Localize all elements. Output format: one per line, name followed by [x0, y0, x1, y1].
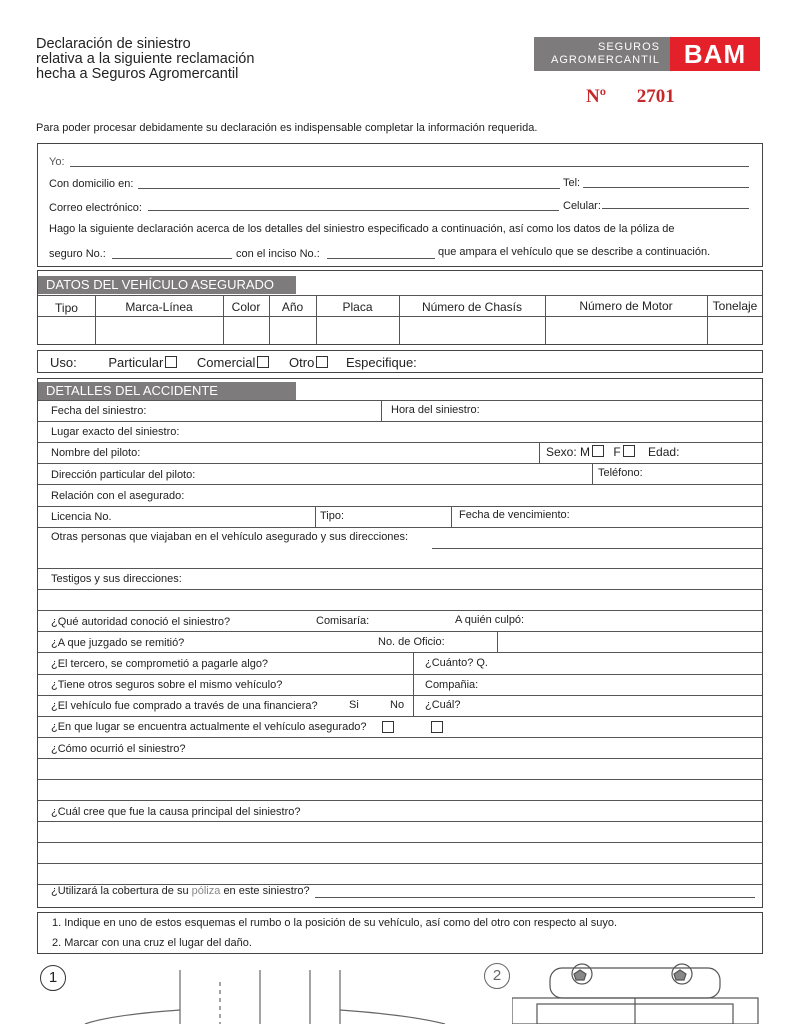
cobertura-text-c: en este siniestro?: [223, 885, 310, 897]
vencimiento-label: Fecha de vencimiento:: [459, 509, 570, 521]
tel-field[interactable]: [583, 187, 749, 188]
autoridad-label: ¿Qué autoridad conoció el siniestro?: [51, 616, 231, 628]
oficio-label: No. de Oficio:: [378, 636, 445, 648]
car-top-view-diagram: [512, 958, 762, 1024]
number-value: 2701: [636, 86, 675, 107]
juzgado-label: ¿A que juzgado se remitió?: [51, 637, 185, 649]
title-line-3: hecha a Seguros Agromercantil: [36, 66, 239, 82]
yo-label: Yo:: [49, 156, 65, 168]
cobertura-label: [51, 885, 310, 897]
nombre-piloto-label: Nombre del piloto:: [51, 447, 141, 459]
title-line-2: relativa a la siguiente reclamación: [36, 51, 255, 67]
telefono-label: Teléfono:: [598, 467, 643, 479]
instruction-2: 2. Marcar con una cruz el lugar del daño.: [52, 937, 252, 949]
uso-especifique: Especifique:: [345, 355, 417, 370]
ampara-text: que ampara el vehículo que se describe a continuación.: [438, 246, 711, 258]
checkbox-financiera-si[interactable]: [382, 721, 394, 733]
inciso-label: con el inciso No.:: [236, 248, 320, 260]
sexo-f-label: F: [613, 445, 621, 459]
edad-label: Edad:: [648, 445, 680, 459]
vehicle-section-title: DATOS DEL VEHÍCULO ASEGURADO: [38, 276, 296, 294]
cobertura-text-a: ¿Utilizará la cobertura de su: [51, 885, 189, 897]
seguro-no-label: seguro No.:: [49, 248, 106, 260]
col-tipo: Tipo: [55, 301, 78, 315]
licencia-label: Licencia No.: [51, 511, 112, 523]
diagram-2-number: 2: [484, 963, 510, 989]
checkbox-sexo-f[interactable]: [623, 445, 635, 457]
checkbox-particular[interactable]: [165, 356, 177, 368]
logo-mark: BAM: [670, 37, 760, 71]
no-label: No: [390, 699, 405, 711]
lugar-label: Lugar exacto del siniestro:: [51, 426, 180, 438]
form-title: [36, 37, 254, 82]
cobertura-text-b: póliza: [191, 885, 221, 897]
checkbox-sexo-m[interactable]: [592, 445, 604, 457]
sexo-group: [546, 445, 679, 459]
col-color: Color: [231, 300, 261, 314]
cual-label: ¿Cuál?: [425, 699, 461, 711]
uso-comercial[interactable]: [197, 355, 270, 370]
uso-comercial-label: Comercial: [196, 355, 256, 370]
form-number: [586, 86, 675, 108]
celular-field[interactable]: [602, 208, 749, 209]
cuanto-label: ¿Cuánto? Q.: [425, 657, 488, 669]
logo-text-seguros: SEGUROS: [597, 41, 660, 53]
seguro-no-field[interactable]: [112, 258, 232, 259]
inciso-field[interactable]: [327, 258, 435, 259]
financiera-label: ¿El vehículo fue comprado a través de una financiera?: [51, 700, 318, 712]
checkbox-otro[interactable]: [316, 356, 328, 368]
col-tonelaje: Tonelaje: [712, 299, 758, 313]
como-label: ¿Cómo ocurrió el siniestro?: [51, 743, 186, 755]
uso-particular[interactable]: [108, 355, 177, 370]
checkbox-financiera-no[interactable]: [431, 721, 443, 733]
col-chasis: Número de Chasís: [421, 300, 523, 314]
checkbox-comercial[interactable]: [257, 356, 269, 368]
fecha-label: Fecha del siniestro:: [51, 405, 147, 417]
otras-personas-label: Otras personas que viajaban en el vehículo asegurado y sus direcciones:: [51, 531, 409, 543]
causa-label: ¿Cuál cree que fue la causa principal del siniestro?: [51, 806, 301, 818]
tercero-label: ¿El tercero, se comprometió a pagarle algo?: [51, 658, 269, 670]
correo-label: Correo electrónico:: [49, 202, 142, 214]
sexo-m-label: Sexo: M: [546, 445, 591, 459]
domicilio-field[interactable]: [138, 188, 560, 189]
domicilio-label: Con domicilio en:: [49, 178, 134, 190]
title-line-1: Declaración de siniestro: [36, 36, 191, 52]
quien-culpo-label: A quién culpó:: [455, 614, 525, 626]
correo-field[interactable]: [148, 210, 559, 211]
diagram-1-number: 1: [40, 965, 66, 991]
logo-text-agromercantil: AGROMERCANTIL: [551, 54, 660, 66]
yo-field[interactable]: [70, 166, 749, 167]
intro-text: Para poder procesar debidamente su declaración es indispensable completar la información requerida.: [36, 122, 538, 134]
cobertura-field[interactable]: [315, 897, 755, 898]
accident-section-title: DETALLES DEL ACCIDENTE: [38, 382, 296, 400]
celular-label: Celular:: [563, 200, 601, 212]
compania-label: Compañia:: [425, 679, 479, 691]
comisaria-label: Comisaría:: [316, 615, 370, 627]
otros-seguros-label: ¿Tiene otros seguros sobre el mismo vehículo?: [51, 679, 283, 691]
lugar-vehiculo-label: ¿En que lugar se encuentra actualmente el vehículo asegurado?: [51, 721, 367, 733]
declaration-text: Hago la siguiente declaración acerca de los detalles del siniestro especificado a continuación, así como los datos de la póliza de: [49, 223, 675, 235]
hora-label: Hora del siniestro:: [391, 404, 480, 416]
testigos-label: Testigos y sus direcciones:: [51, 573, 182, 585]
col-placa: Placa: [342, 300, 373, 314]
uso-row: [50, 355, 417, 370]
number-label: Nº: [586, 86, 606, 107]
company-logo: [534, 37, 760, 71]
col-marca-linea: Marca-Línea: [125, 300, 193, 314]
direccion-piloto-label: Dirección particular del piloto:: [51, 469, 196, 481]
col-motor: Número de Motor: [579, 299, 673, 313]
si-label: Si: [349, 699, 359, 711]
instruction-1: 1. Indique en uno de estos esquemas el rumbo o la posición de su vehículo, así como del otro con respecto al suyo.: [52, 917, 618, 929]
relacion-label: Relación con el asegurado:: [51, 490, 185, 502]
uso-particular-label: Particular: [108, 355, 164, 370]
uso-otro[interactable]: [289, 355, 328, 370]
intersection-diagram: [80, 960, 450, 1024]
uso-otro-label: Otro: [289, 355, 315, 370]
tel-label: Tel:: [563, 177, 581, 189]
tipo-licencia-label: Tipo:: [320, 510, 345, 522]
uso-label: Uso:: [50, 355, 77, 370]
col-anio: Año: [281, 300, 304, 314]
